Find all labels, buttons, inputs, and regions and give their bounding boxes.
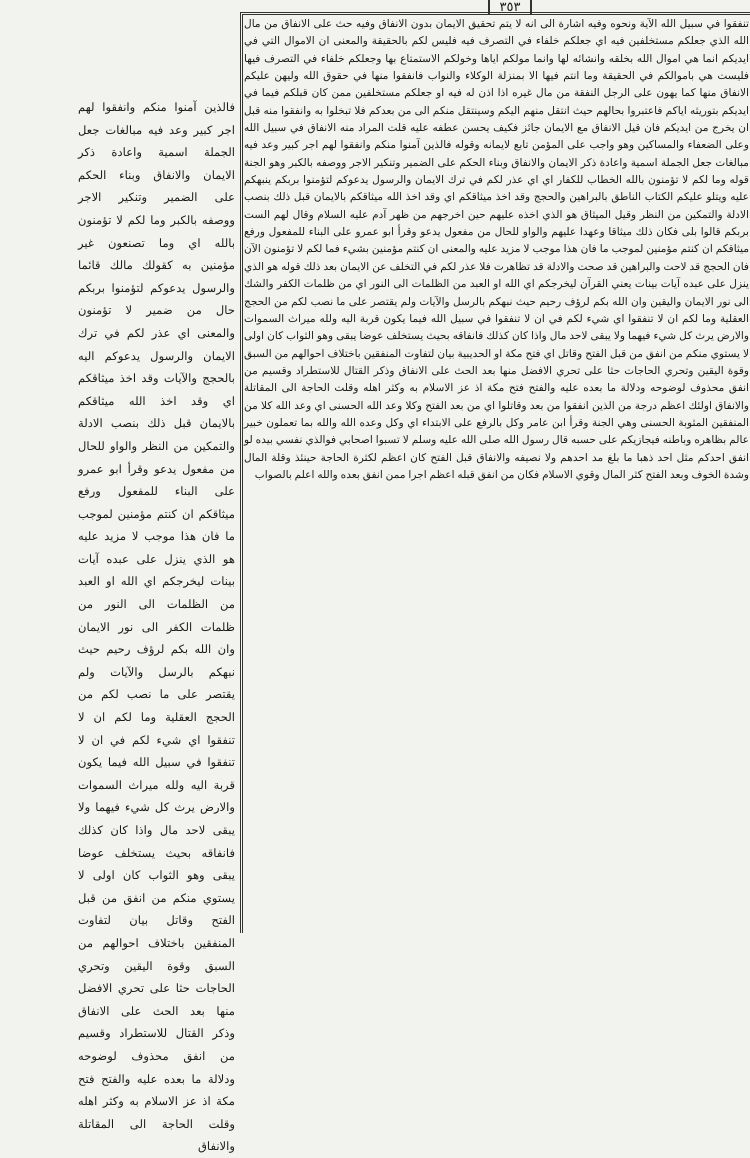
main-paragraph: تنفقوا في سبيل الله الآية ونحوه وفيه اشارة الى انه لا يتم تحقيق الايمان بدون الانفاق وفيه حث على الانفاق من مال الله الذي جعلكم مستخلفين فيه اي جعلكم خلفاء في التصرف فيه فليس لكم بالحقيقة والمعنى ان الاموال التي في ايديكم انما هي اموال الله بخلقه وانشائه لها وانما مولكم اياها وخولكم الاستمتاع بها وجعلكم خلفاء في التصرف فيها فليست هي باموالكم في الحقيقة وما انتم فيها الا بمنزلة الوكلاء والنواب فانفقوا منها في حقوق الله وليهن عليكم الانفاق منها كما يهون على الرجل النفقة من مال غيره اذا اذن له فيه او جعلكم مستخلفين ممن كان قبلكم فيما في ايديكم بتوريثه اياكم فاعتبروا بحالهم حيث انتقل منهم اليكم وسينتقل منكم الى من بعدكم فلا تبخلوا به وانفقوا منه قبل ان يخرج من ايديكم فان قيل الانفاق مع الايمان جائز فكيف يحسن عطفه عليه قلت المراد منه الانفاق في سبيل الله وعلى الضعفاء والمساكين وهو واجب على المؤمن تابع لايمانه وقوله فالذين آمنوا منكم وانفقوا لهم اجر كبير وعد فيه مبالغات جعل الجملة اسمية واعادة ذكر الايمان والانفاق وبناء الحكم على الضمير وتنكير الاجر ووصفه بالكبر وهو الجنة قوله وما لكم لا تؤمنون بالله الخطاب للكفار اي اي عذر لكم في ترك الايمان والرسول يدعوكم لتؤمنوا بربكم ينبهكم عليه ويتلو عليكم الكتاب الناطق بالبراهين والحجج وقد اخذ ميثاقكم اي وقد اخذ الله ميثاقكم بالايمان قبل ذلك بنصب الادلة والتمكين من النظر وقيل الميثاق هو الذي اخذه عليهم حين اخرجهم من ظهر آدم عليه السلام وقال لهم الست بربكم قالوا بلى فكان ذلك ميثاقا وعهدا عليهم والواو للحال من مفعول يدعو وقرأ ابو عمرو على البناء للمفعول ورفع ميثاقكم ان كنتم مؤمنين لموجب ما فان هذا موجب لا مزيد عليه والمعنى ان كنتم مؤمنين بشيء فما لكم لا تؤمنون الآن فان الحجج قد لاحت والبراهين قد صحت والادلة قد تظاهرت فلا عذر لكم في التخلف عن الايمان بعد ذلك قوله هو الذي ينزل على عبده آيات بينات يعني القرآن ليخرجكم اي الله او العبد من الظلمات الى النور اي من ظلمات الكفر والشك الى نور الايمان واليقين وان الله بكم لرؤف رحيم حيث نبهكم بالرسل والآيات ولم يقتصر على ما نصب لكم من الحجج العقلية وما لكم ان لا تنفقوا اي شيء لكم في ان لا تنفقوا في سبيل الله فيما يكون قربة اليه ولله ميراث السموات والارض يرث كل شيء فيهما ولا يبقى لاحد مال واذا كان كذلك فانفاقه بحيث يستخلف عوضا يبقى وهو الثواب كان اولى لا يستوي منكم من انفق من قبل الفتح وقاتل اي فتح مكة او الحديبية بيان لتفاوت المنفقين باختلاف احوالهم من السبق وقوة اليقين وتحري الحاجات حثا على تحري الافضل منها بعد الحث على الانفاق وذكر القتال للاستطراد وقسيم من انفق محذوف لوضوحه ودلالة ما بعده عليه والفتح فتح مكة اذ عز الاسلام به وكثر اهله وقلت الحاجة الى المقاتلة والانفاق اولئك اعظم درجة من الذين انفقوا من بعد وقاتلوا اي من بعد الفتح وكلا وعد الله الحسنى اي وعد الله كلا من المنفقين المثوبة الحسنى وهي الجنة وقرأ ابن عامر وكل بالرفع على الابتداء اي وكل وعده الله والله بما تعملون خبير عالم بظاهره وباطنه فيجازيكم على حسبه قال رسول الله صلى الله عليه وسلم لا تسبوا اصحابي فوالذي نفسي بيده لو انفق احدكم مثل احد ذهبا ما بلغ مد احدهم ولا نصيفه والانفاق قبل الفتح كان اعظم لكثرة الحاجة حينئذ وقلة المال وشدة الخوف وبعد الفتح كثر المال وقوي الاسلام فكان من انفق قبله اعظم اجرا ممن انفق بعده والله اعلم بالصواب <box>244 18 749 481</box>
margin-gloss-column <box>78 96 235 1154</box>
page-number: ٣٥٣ <box>488 0 533 15</box>
main-commentary-text <box>244 16 749 931</box>
margin-paragraph: فالذين آمنوا منكم وانفقوا لهم اجر كبير وعد فيه مبالغات جعل الجملة اسمية واعادة ذكر الايمان والانفاق وبناء الحكم على الضمير وتنكير الاجر ووصفه بالكبر وما لكم لا تؤمنون بالله اي وما تصنعون غير مؤمنين به كقولك مالك قائما والرسول يدعوكم لتؤمنوا بربكم حال من ضمير لا تؤمنون والمعنى اي عذر لكم في ترك الايمان والرسول يدعوكم اليه بالحجج والآيات وقد اخذ ميثاقكم اي وقد اخذ الله ميثاقكم بالايمان قبل ذلك بنصب الادلة والتمكين من النظر والواو للحال من مفعول يدعو وقرأ ابو عمرو على البناء للمفعول ورفع ميثاقكم ان كنتم مؤمنين لموجب ما فان هذا موجب لا مزيد عليه هو الذي ينزل على عبده آيات بينات ليخرجكم اي الله او العبد من الظلمات الى النور من ظلمات الكفر الى نور الايمان وان الله بكم لرؤف رحيم حيث نبهكم بالرسل والآيات ولم يقتصر على ما نصب لكم من الحجج العقلية وما لكم ان لا تنفقوا اي شيء لكم في ان لا تنفقوا في سبيل الله فيما يكون قربة اليه ولله ميراث السموات والارض يرث كل شيء فيهما ولا يبقى لاحد مال واذا كان كذلك فانفاقه بحيث يستخلف عوضا يبقى وهو الثواب كان اولى لا يستوي منكم من انفق من قبل الفتح وقاتل بيان لتفاوت المنفقين باختلاف احوالهم من السبق وقوة اليقين وتحري الحاجات حثا على تحري الافضل منها بعد الحث على الانفاق وذكر القتال للاستطراد وقسيم من انفق محذوف لوضوحه ودلالة ما بعده عليه والفتح فتح مكة اذ عز الاسلام به وكثر اهله وقلت الحاجة الى المقاتلة والانفاق <box>78 100 235 1154</box>
